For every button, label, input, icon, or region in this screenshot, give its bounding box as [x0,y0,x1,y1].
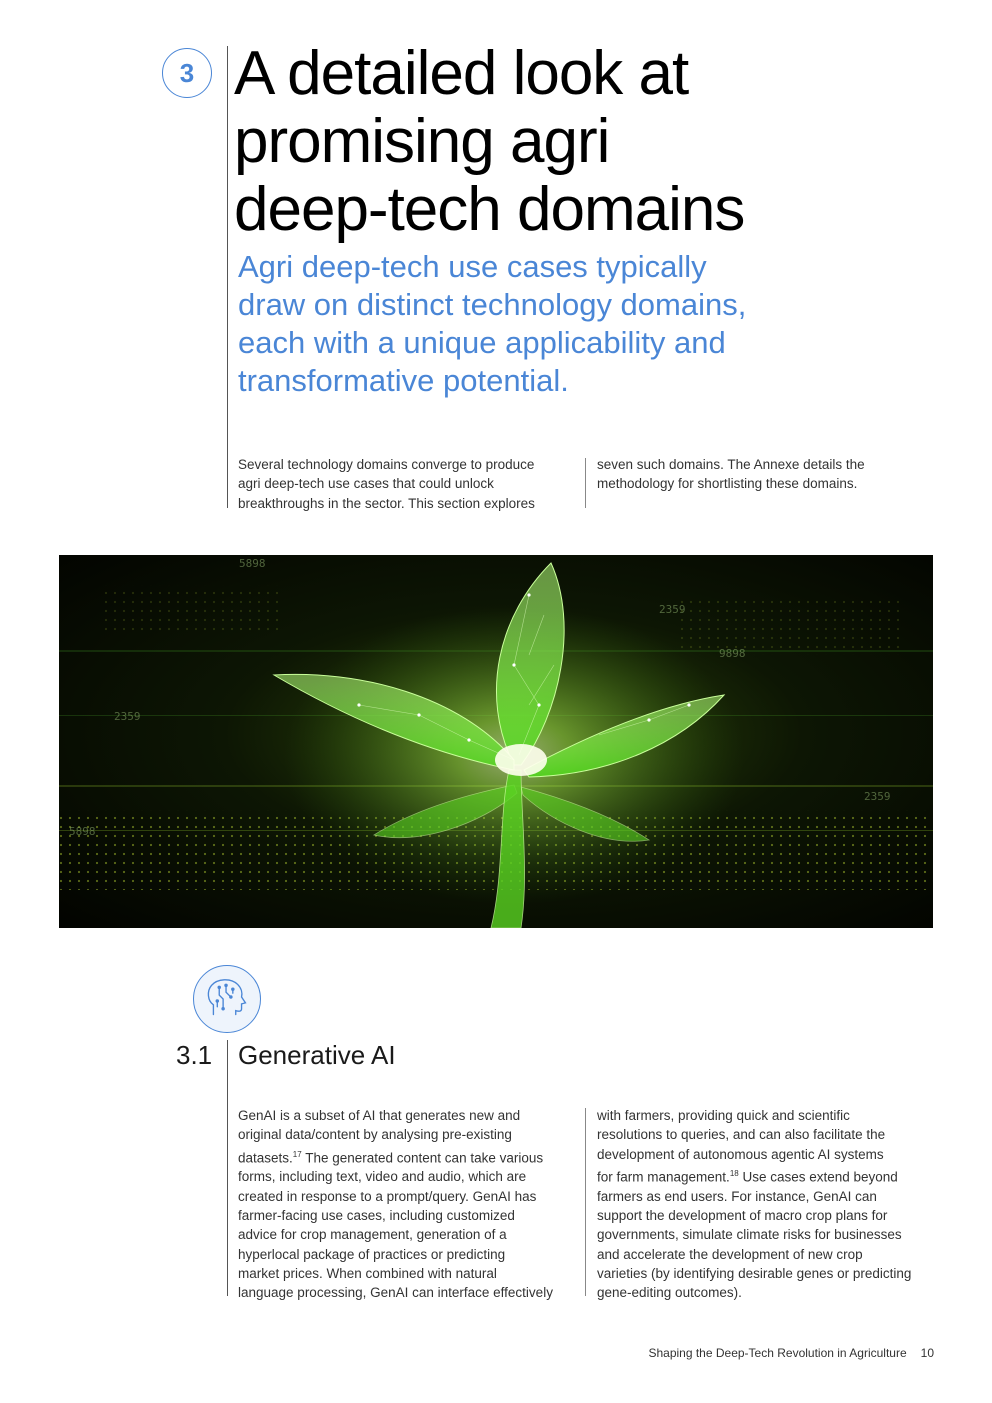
footnote-ref: 18 [729,1168,739,1178]
hero-number: 2359 [659,603,686,616]
ai-head-icon-graphic [194,966,260,1032]
header-rule [227,46,228,508]
intro-column-1: Several technology domains converge to produce agri deep-tech use cases that could unlock breakthroughs in the sector. This section explores [238,457,535,511]
hero-number: 5898 [239,557,266,570]
section-column-2: with farmers, providing quick and scientific resolutions to queries, and can also facilitate the development of autonomous agentic AI systems for farm management.$^{18}$ Use cases extend beyond farmers as end users. For instance, GenAI can support the development of macro crop plans for governments, simulate climate risks for businesses and accelerate the development of new crop varieties (by identifying desirable genes or predicting gene-editing outcomes). [597,1108,912,1301]
hero-number: 2359 [114,710,141,723]
footer-title: Shaping the Deep-Tech Revolution in Agriculture [648,1346,907,1360]
page-subtitle: Agri deep-tech use cases typically draw on distinct technology domains, each with a unique applicability and transformative potential. [238,249,747,398]
section-column-1: GenAI is a subset of AI that generates new and original data/content by analysing pre-existing datasets.$^{17}$ The generated content can take various forms, including text, video and audio, which are created in response to a prompt/query. GenAI has farmer-facing use cases, including customized advice for crop management, generation of a hyperlocal package of practices or predicting market prices. When combined with natural language processing, GenAI can interface effectively [238,1108,553,1301]
chapter-number: 3 [179,57,195,88]
page-title: A detailed look at promising agri deep-tech domains [234,39,745,244]
intro-column-2: seven such domains. The Annexe details the methodology for shortlisting these domains. [597,457,865,492]
section-rule [227,1040,228,1296]
digital-plant-illustration [59,555,933,928]
hero-number: 2359 [864,790,891,803]
section-column-divider [585,1108,586,1296]
chapter-number-badge [162,48,212,98]
page-footer [648,1346,934,1360]
hero-plant-image [59,555,933,928]
hero-number: 5898 [69,825,96,838]
page-number: 10 [920,1346,934,1360]
section-number: 3.1 [176,1040,213,1070]
intro-column-divider [585,458,586,508]
section-title: Generative AI [238,1040,396,1070]
ai-head-icon [193,965,261,1033]
hero-number: 9898 [719,647,746,660]
footnote-ref: 17 [292,1149,302,1159]
